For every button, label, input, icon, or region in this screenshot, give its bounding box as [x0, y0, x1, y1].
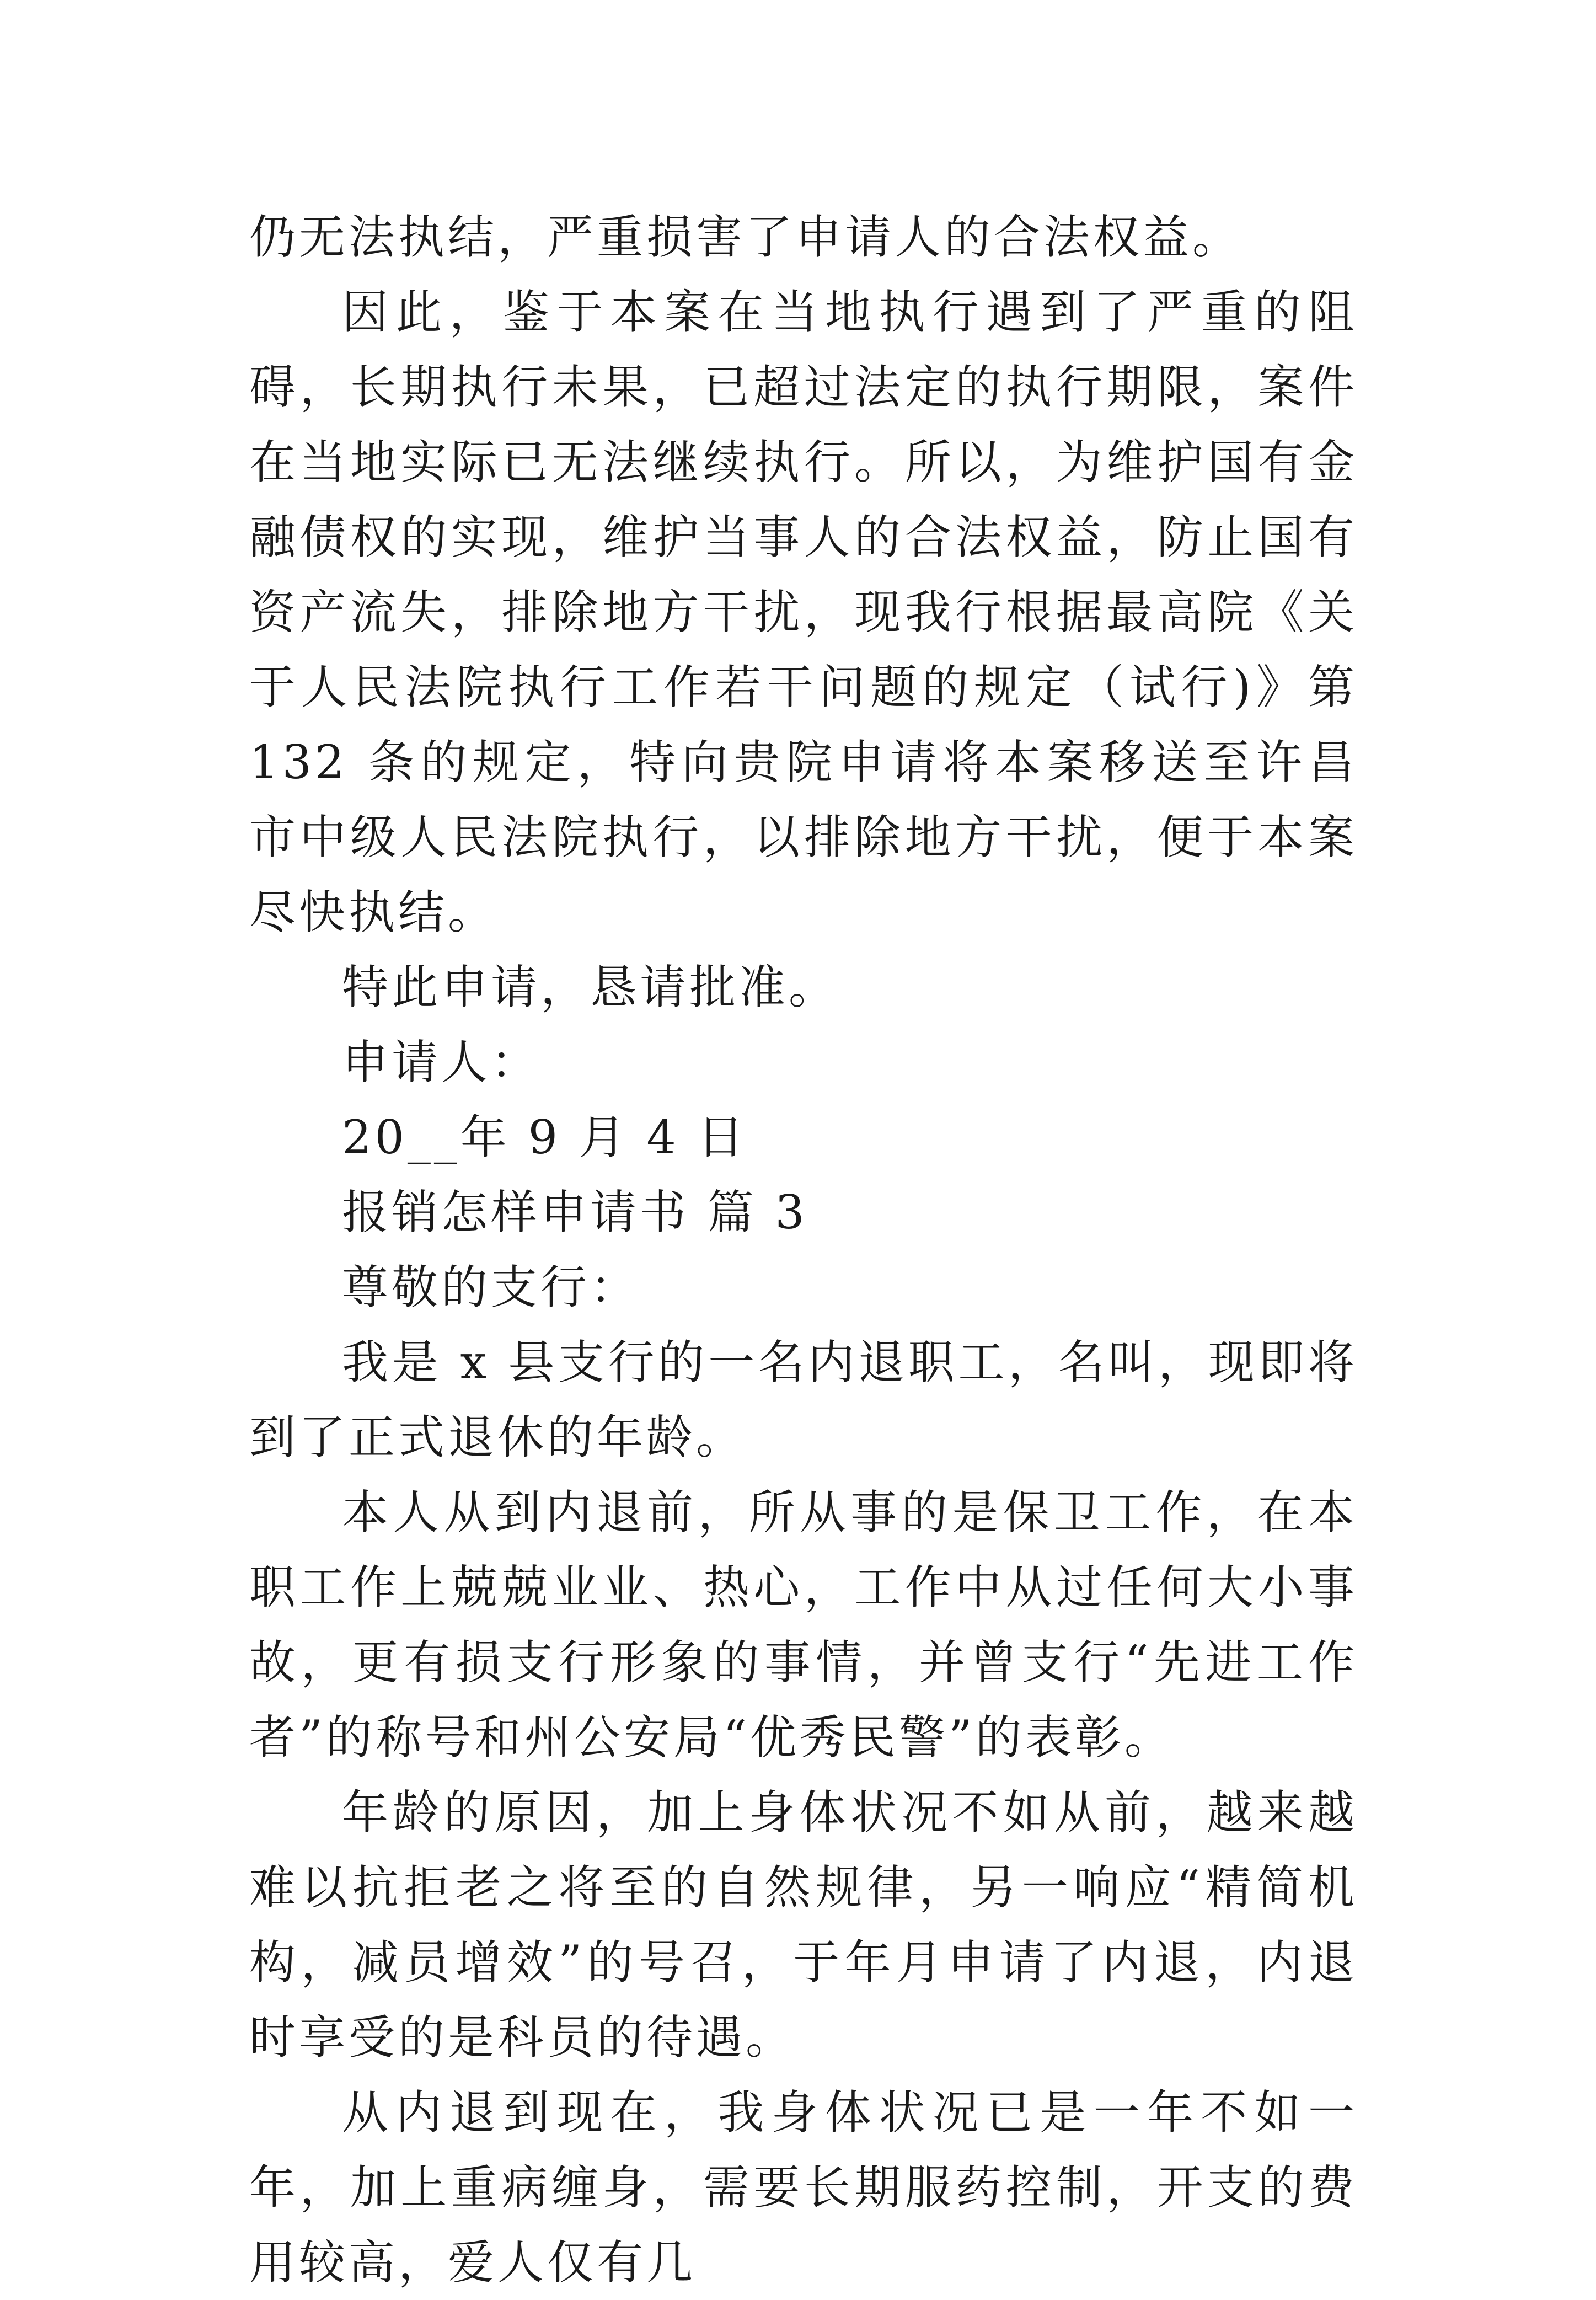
section-heading: 报销怎样申请书 篇 3	[342, 1185, 808, 1239]
paragraph-work-history: 本人从到内退前，所从事的是保卫工作，在本职工作上兢兢业业、热心，工作中从过任何大小事故，更有损支行形象的事情，并曾支行“先进工作者”的称号和州公安局“优秀民警”的表彰。	[249, 1485, 1358, 1764]
paragraph-early-retirement: 年龄的原因，加上身体状况不如从前，越来越难以抗拒老之将至的自然规律，另一响应“精简机构，减员增效”的号召，于年月申请了内退，内退时享受的是科员的待遇。	[249, 1785, 1358, 2064]
paragraph-introduction: 我是 x 县支行的一名内退职工，名叫，现即将到了正式退休的年龄。	[249, 1335, 1358, 1464]
document-body	[249, 200, 1358, 2300]
paragraph-transfer-request: 因此，鉴于本案在当地执行遇到了严重的阻碍，长期执行未果，已超过法定的执行期限，案件在当地实际已无法继续执行。所以，为维护国有金融债权的实现，维护当事人的合法权益，防止国有资产流失，排除地方干扰，现我行根据最高院《关于人民法院执行工作若干问题的规定（试行)》第 132 条的规定，特向贵院申请将本案移送至许昌市中级人民法院执行，以排除地方干扰，便于本案尽快执结。	[249, 285, 1358, 939]
paragraph-health-status: 从内退到现在，我身体状况已是一年不如一年，加上重病缠身，需要长期服药控制，开支的费用较高，爱人仅有几	[249, 2085, 1358, 2290]
paragraph-closing: 特此申请，恳请批准。	[342, 960, 839, 1014]
salutation: 尊敬的支行：	[342, 1260, 640, 1314]
applicant-label: 申请人：	[342, 1035, 541, 1089]
date-line: 20__年 9 月 4 日	[342, 1110, 747, 1164]
paragraph-continuation: 仍无法执结，严重损害了申请人的合法权益。	[249, 210, 1242, 264]
